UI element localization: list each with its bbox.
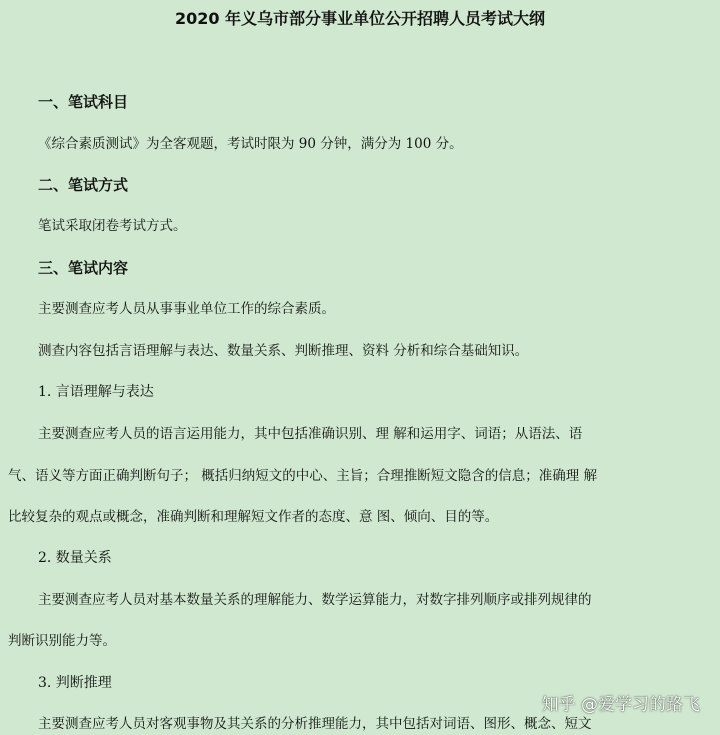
paragraph-reasoning-line-1: 主要测查应考人员对客观事物及其关系的分析推理能力，其中包括对词语、图形、概念、短文: [38, 716, 592, 732]
section-heading-method: 二、笔试方式: [38, 176, 129, 194]
section-heading-subjects: 一、笔试科目: [38, 93, 129, 111]
paragraph-verbal-line-2: 气、语义等方面正确判断句子； 概括归纳短文的中心、主旨；合理推断短文隐含的信息；准确理 解: [8, 468, 598, 484]
paragraph-method: 笔试采取闭卷考试方式。: [38, 218, 187, 234]
zhihu-watermark: 知乎 @爱学习的路飞: [541, 695, 700, 715]
document-title: 2020 年义乌市部分事业单位公开招聘人员考试大纲: [174, 9, 546, 28]
paragraph-subjects: 《综合素质测试》为全客观题，考试时限为 90 分钟，满分为 100 分。: [38, 136, 463, 152]
subheading-quantitative: 2. 数量关系: [38, 550, 112, 566]
paragraph-verbal-line-3: 比较复杂的观点或概念，准确判断和理解短文作者的态度、意 图、倾向、目的等。: [8, 509, 499, 525]
subheading-verbal: 1. 言语理解与表达: [38, 384, 154, 400]
paragraph-quantitative-line-1: 主要测查应考人员对基本数量关系的理解能力、数学运算能力，对数字排列顺序或排列规律的: [38, 592, 592, 608]
subheading-reasoning: 3. 判断推理: [38, 675, 112, 691]
paragraph-verbal-line-1: 主要测查应考人员的语言运用能力，其中包括准确识别、理 解和运用字、词语；从语法、语: [38, 426, 583, 442]
paragraph-content-2: 测查内容包括言语理解与表达、数量关系、判断推理、资料 分析和综合基础知识。: [38, 343, 529, 359]
paragraph-content-1: 主要测查应考人员从事事业单位工作的综合素质。: [38, 301, 335, 317]
section-heading-content: 三、笔试内容: [38, 259, 129, 277]
paragraph-quantitative-line-2: 判断识别能力等。: [8, 633, 116, 649]
